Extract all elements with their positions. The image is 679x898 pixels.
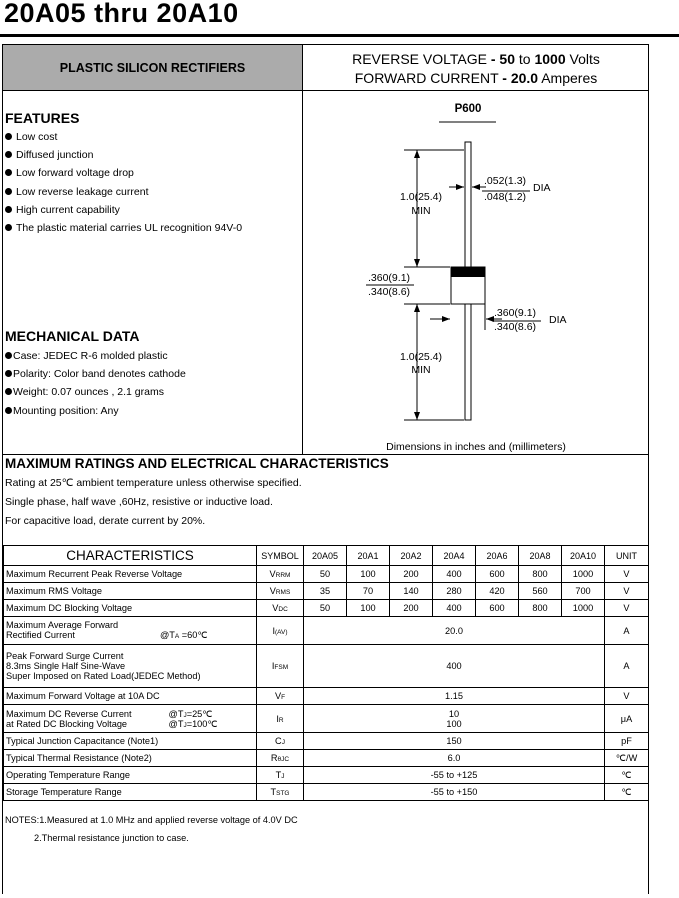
row-label: Maximum Forward Voltage at 10A DC bbox=[4, 688, 257, 705]
feature-item: High current capability bbox=[5, 201, 242, 219]
row-value: 400 bbox=[304, 645, 605, 688]
row-symbol: TJ bbox=[257, 767, 304, 784]
product-category: PLASTIC SILICON RECTIFIERS bbox=[3, 45, 302, 90]
row-value: 800 bbox=[519, 566, 562, 583]
bullet-icon bbox=[5, 188, 12, 195]
row-unit: V bbox=[605, 600, 649, 617]
lead-length-top-label: 1.0(25.4) bbox=[399, 191, 443, 203]
row-unit: V bbox=[605, 688, 649, 705]
row-label: Typical Junction Capacitance (Note1) bbox=[4, 733, 257, 750]
header-characteristics: CHARACTERISTICS bbox=[4, 546, 257, 566]
table-row bbox=[4, 645, 649, 688]
row-value: 50 bbox=[304, 566, 347, 583]
row-value: 100 bbox=[347, 566, 390, 583]
row-unit: ℃ bbox=[605, 784, 649, 801]
table-row bbox=[4, 705, 649, 733]
row-unit: V bbox=[605, 583, 649, 600]
reverse-voltage-line: REVERSE VOLTAGE - 50 to 1000 Volts bbox=[352, 51, 600, 67]
bullet-icon bbox=[5, 169, 12, 176]
row-label: Peak Forward Surge Current 8.3ms Single Half Sine-Wave Super Imposed on Rated Load(JEDEC Method) bbox=[4, 645, 257, 688]
forward-current-line: FORWARD CURRENT - 20.0 Amperes bbox=[354, 70, 598, 86]
feature-item: Diffused junction bbox=[5, 146, 242, 164]
footnote-1: NOTES:1.Measured at 1.0 MHz and applied reverse voltage of 4.0V DC bbox=[5, 815, 298, 825]
row-symbol: CJ bbox=[257, 733, 304, 750]
bullet-icon bbox=[5, 151, 12, 158]
row-value: 700 bbox=[562, 583, 605, 600]
characteristics-table bbox=[3, 545, 649, 801]
row-label: Maximum Average Forward Rectified Current @TA =60℃ bbox=[4, 617, 257, 645]
header-symbol: SYMBOL bbox=[257, 546, 304, 566]
header-part: 20A05 bbox=[304, 546, 347, 566]
feature-item: Low reverse leakage current bbox=[5, 183, 242, 201]
row-symbol: VRMS bbox=[257, 583, 304, 600]
mechanical-item: Case: JEDEC R-6 molded plastic bbox=[5, 347, 186, 365]
row-symbol: VF bbox=[257, 688, 304, 705]
header-unit: UNIT bbox=[605, 546, 649, 566]
row-symbol: I(AV) bbox=[257, 617, 304, 645]
row-value: 70 bbox=[347, 583, 390, 600]
ratings-title: MAXIMUM RATINGS AND ELECTRICAL CHARACTERISTICS bbox=[5, 456, 389, 471]
title-rule bbox=[0, 34, 679, 37]
row-symbol: VDC bbox=[257, 600, 304, 617]
features-title: FEATURES bbox=[5, 110, 80, 126]
row-value: 35 bbox=[304, 583, 347, 600]
row-unit: A bbox=[605, 645, 649, 688]
row-symbol: IFSM bbox=[257, 645, 304, 688]
lead-dia-max-label: .052(1.3) bbox=[484, 175, 527, 187]
row-unit: pF bbox=[605, 733, 649, 750]
row-symbol: RθJC bbox=[257, 750, 304, 767]
row-symbol: IR bbox=[257, 705, 304, 733]
row-symbol: VRRM bbox=[257, 566, 304, 583]
table-row bbox=[4, 750, 649, 767]
rating-note: For capacitive load, derate current by 20%. bbox=[5, 515, 206, 527]
rating-note: Rating at 25℃ ambient temperature unless otherwise specified. bbox=[5, 477, 302, 489]
row-value: 560 bbox=[519, 583, 562, 600]
body-dia-label: DIA bbox=[549, 314, 567, 326]
table-row bbox=[4, 767, 649, 784]
dim-arrow bbox=[472, 184, 480, 190]
header-part: 20A6 bbox=[476, 546, 519, 566]
row-value: 140 bbox=[390, 583, 433, 600]
row-label: Maximum Recurrent Peak Reverse Voltage bbox=[4, 566, 257, 583]
min-label: MIN bbox=[411, 205, 431, 217]
header-part: 20A2 bbox=[390, 546, 433, 566]
bullet-icon bbox=[5, 206, 12, 213]
body-len-max-label: .360(9.1) bbox=[368, 272, 411, 284]
row-value: 150 bbox=[304, 733, 605, 750]
min-label: MIN bbox=[411, 364, 431, 376]
table-row bbox=[4, 733, 649, 750]
package-outline-drawing bbox=[304, 90, 648, 440]
table-row bbox=[4, 583, 649, 600]
page-title: 20A05 thru 20A10 bbox=[4, 0, 239, 28]
row-value: 420 bbox=[476, 583, 519, 600]
dim-arrow bbox=[414, 259, 420, 267]
row-symbol: TSTG bbox=[257, 784, 304, 801]
dim-arrow bbox=[414, 304, 420, 312]
bullet-icon bbox=[5, 407, 12, 414]
feature-item: Low forward voltage drop bbox=[5, 164, 242, 182]
header-part: 20A1 bbox=[347, 546, 390, 566]
mechanical-item: Weight: 0.07 ounces , 2.1 grams bbox=[5, 383, 186, 401]
row-label: Maximum DC Blocking Voltage bbox=[4, 600, 257, 617]
cathode-band bbox=[451, 267, 485, 277]
ratings-summary bbox=[304, 50, 648, 88]
feature-item: Low cost bbox=[5, 128, 242, 146]
row-value: 100 bbox=[347, 600, 390, 617]
row-label: Maximum DC Reverse Current @TJ=25℃ at Rated DC Blocking Voltage @TJ=100℃ bbox=[4, 705, 257, 733]
body-dia-max-label: .360(9.1) bbox=[494, 307, 537, 319]
bullet-icon bbox=[5, 133, 12, 140]
dim-arrow bbox=[456, 184, 464, 190]
table-row bbox=[4, 566, 649, 583]
row-unit: μA bbox=[605, 705, 649, 733]
header-divider bbox=[302, 44, 303, 454]
mechanical-title: MECHANICAL DATA bbox=[5, 328, 140, 344]
row-value: 600 bbox=[476, 600, 519, 617]
lead-dia-min-label: .048(1.2) bbox=[484, 191, 527, 203]
row-value: 280 bbox=[433, 583, 476, 600]
dimensions-caption: Dimensions in inches and (millimeters) bbox=[386, 441, 566, 453]
table-row bbox=[4, 600, 649, 617]
mechanical-list bbox=[5, 347, 186, 420]
row-value: 10 100 bbox=[304, 705, 605, 733]
rating-note: Single phase, half wave ,60Hz, resistive or inductive load. bbox=[5, 496, 273, 508]
row-value: 800 bbox=[519, 600, 562, 617]
row-value: 600 bbox=[476, 566, 519, 583]
lead-top bbox=[465, 142, 471, 267]
package-name: P600 bbox=[454, 103, 482, 115]
bullet-icon bbox=[5, 224, 12, 231]
row-value: 200 bbox=[390, 600, 433, 617]
row-value: 50 bbox=[304, 600, 347, 617]
dim-arrow bbox=[442, 316, 450, 322]
row-unit: V bbox=[605, 566, 649, 583]
row-unit: ℃/W bbox=[605, 750, 649, 767]
row-label: Typical Thermal Resistance (Note2) bbox=[4, 750, 257, 767]
row-value: 400 bbox=[433, 600, 476, 617]
lead-dia-label: DIA bbox=[533, 182, 551, 194]
row-value: 1000 bbox=[562, 600, 605, 617]
row-unit: ℃ bbox=[605, 767, 649, 784]
row-unit: A bbox=[605, 617, 649, 645]
header-part: 20A8 bbox=[519, 546, 562, 566]
bullet-icon bbox=[5, 370, 12, 377]
feature-item: The plastic material carries UL recognition 94V-0 bbox=[5, 219, 242, 237]
body-len-min-label: .340(8.6) bbox=[368, 286, 411, 298]
lead-length-bottom-label: 1.0(25.4) bbox=[399, 351, 443, 363]
table-row bbox=[4, 784, 649, 801]
mechanical-item: Polarity: Color band denotes cathode bbox=[5, 365, 186, 383]
header-part: 20A10 bbox=[562, 546, 605, 566]
table-row bbox=[4, 688, 649, 705]
row-label: Storage Temperature Range bbox=[4, 784, 257, 801]
header-part: 20A4 bbox=[433, 546, 476, 566]
features-list bbox=[5, 128, 242, 237]
body-dia-min-label: .340(8.6) bbox=[494, 321, 537, 333]
bullet-icon bbox=[5, 388, 12, 395]
row-value: 6.0 bbox=[304, 750, 605, 767]
footnote-2: 2.Thermal resistance junction to case. bbox=[34, 833, 189, 843]
table-header-row bbox=[4, 546, 649, 566]
bullet-icon bbox=[5, 352, 12, 359]
row-label: Operating Temperature Range bbox=[4, 767, 257, 784]
mechanical-item: Mounting position: Any bbox=[5, 402, 186, 420]
section-rule bbox=[2, 454, 649, 455]
row-value: 400 bbox=[433, 566, 476, 583]
dim-arrow bbox=[414, 150, 420, 158]
row-value: 200 bbox=[390, 566, 433, 583]
row-label: Maximum RMS Voltage bbox=[4, 583, 257, 600]
row-value: 20.0 bbox=[304, 617, 605, 645]
lead-bottom bbox=[465, 304, 471, 420]
dim-arrow bbox=[414, 412, 420, 420]
row-value: 1.15 bbox=[304, 688, 605, 705]
table-row bbox=[4, 617, 649, 645]
row-value: -55 to +150 bbox=[304, 784, 605, 801]
row-value: -55 to +125 bbox=[304, 767, 605, 784]
row-value: 1000 bbox=[562, 566, 605, 583]
